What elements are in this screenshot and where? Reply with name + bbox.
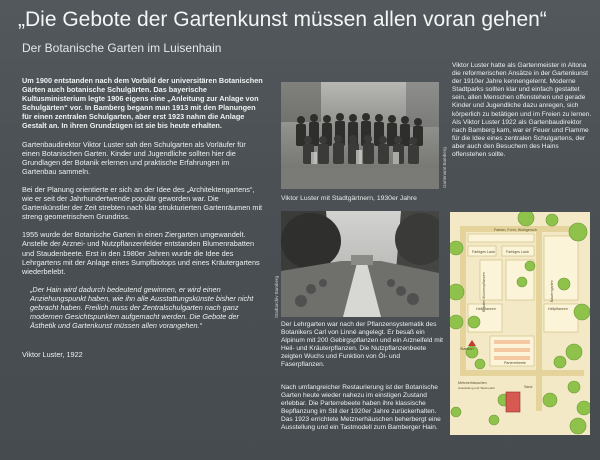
plan-label-standort: Standort	[460, 347, 474, 351]
left-column	[22, 76, 265, 359]
photo2-credit: Stadtarchiv Bamberg	[274, 275, 279, 318]
plan-label-metzner-sub: Ausstellung und Tastmodell	[458, 386, 495, 390]
plan-label-parterre: Parterrebeete	[504, 361, 526, 365]
intro-paragraph: Um 1900 entstanden nach dem Vorbild der universitären Botanischen Gärten auch botanische Schulgärten. Das bayerische Kultusministerium legte 1906 eigens eine „Anleitung zur Anlage von Schulgärten“ vor. In Bamberg begann man 1913 mit den Planungen für einen zentralen Schulgarten, aber erst 1923 nahm die Anlage Gestalt an. In ihren Grundzügen ist sie bis heute erhalten.	[22, 76, 263, 131]
photo1-caption: Viktor Luster mit Stadtgärtnern, 1930er Jahre	[281, 195, 417, 202]
page-subtitle: Der Botanische Garten im Luisenhain	[22, 41, 222, 55]
photo-garden	[281, 211, 439, 317]
plan-label-heil1: Heilpflanzen	[476, 307, 496, 311]
paragraph-1955: 1955 wurde der Botanische Garten in einen Ziergarten umgewandelt. Anstelle der Arznei- und Nutzpflanzenfelder entstanden Blumenrabatten und Staudenbeete. Erst in den 1980er Jahren wurde die Idee des Lehrgartens mit der Anlage eines Sumpfbiotops und eines Kräutergartens wiederbelebt.	[22, 230, 260, 276]
quote-author: Viktor Luster, 1922	[22, 350, 83, 360]
right-column-text: Viktor Luster hatte als Gartenmeister in Altona die reformerischen Ansätze in der Gartenkunst der 1910er Jahre kennengelernt. Moderne Stadtparks sollten klar und einfach gestaltet sein, allen Menschen offenstehen und gerade Kinder und Jugendliche dazu anregen, sich körperlich zu betätigen und im Freien zu lernen. Als Viktor Luster 1922 als Gartenbaudirektor nach Bamberg kam, war er Feuer und Flamme für die Idee eines zentralen Schulgartens, der aber auch den Besuchern des Hains offenstehen sollte.	[452, 62, 592, 159]
plan-label-heil2: Heilpflanzen	[548, 307, 568, 311]
plan-label-laub2: Farbiges Laub	[506, 250, 529, 254]
paragraph-planning: Bei der Planung orientierte er sich an der Idee des „Architektengartens“, wie er seit der Jahrhundertwende populär geworden war. Die Gartenkünstler der Zeit strebten nach klar strukturierten Gartenräumen mit streng geometrischem Grundriss.	[22, 184, 263, 222]
plan-label-sand: Sand	[524, 385, 533, 389]
plan-label-kuechen: Kräuter-/Küchenpflanzen	[482, 272, 486, 312]
quote-text: „Der Hain wird dadurch bedeutend gewinnen, er wird einen Anziehungspunkt haben, wie ihn alle Ausstattungskünste bisher nicht gebracht haben. Freilich muss der Zentralschulgarten nach ganz modernen Gesichtspunkten aufgemacht werden. Die Gebote der Ästhetik und Gartenkunst müssen allen vorangehen.“	[30, 284, 254, 331]
paragraph-luster: Gartenbaudirektor Viktor Luster sah den Schulgarten als Vorläufer für einen Botanischen Garten. Kinder und Jugendliche sollten hier die Grundlagen der Botanik erlernen und praktische Erfahrungen im Gartenbau sammeln.	[22, 139, 246, 176]
plan-label-top: Farben, Form, Wohlgeruch	[494, 228, 537, 232]
restoration-text: Nach umfangreicher Restaurierung ist der Botanische Garten heute wieder nahezu im einstigen Zustand erlebbar. Die Parterrebeete haben ihre klassische Bepflanzung im Stil der 1920er Jahre zurückerhalten. Das 1923 errichtete Metznerhäuschen beherbergt eine Ausstellung und ein Tastmodell zum Bamberger Hain.	[281, 384, 441, 432]
plan-label-laub1: Farbiges Laub	[472, 250, 495, 254]
plan-label-metzner: Metznerhäuschen	[458, 381, 487, 385]
photo2-caption: Der Lehrgarten war nach der Pflanzensystematik des Botanikers Carl von Linné angelegt. Er besaß ein Alpinum mit 200 Gebirgspflanzen und ein Arzneifeld mit Heil- und Kräuterpflanzen. Die Nutzpflanzenbeete zeigten Wuchs und Funktion von Öl- und Faserpflanzen.	[281, 321, 444, 369]
garden-plan	[450, 212, 590, 435]
photo1-credit: Gartenamt Bamberg	[442, 147, 447, 188]
plan-label-bauern: Bauerngarten	[550, 280, 554, 302]
page-title: „Die Gebote der Gartenkunst müssen allen voran gehen“	[18, 8, 547, 31]
photo-gardeners	[281, 82, 439, 189]
